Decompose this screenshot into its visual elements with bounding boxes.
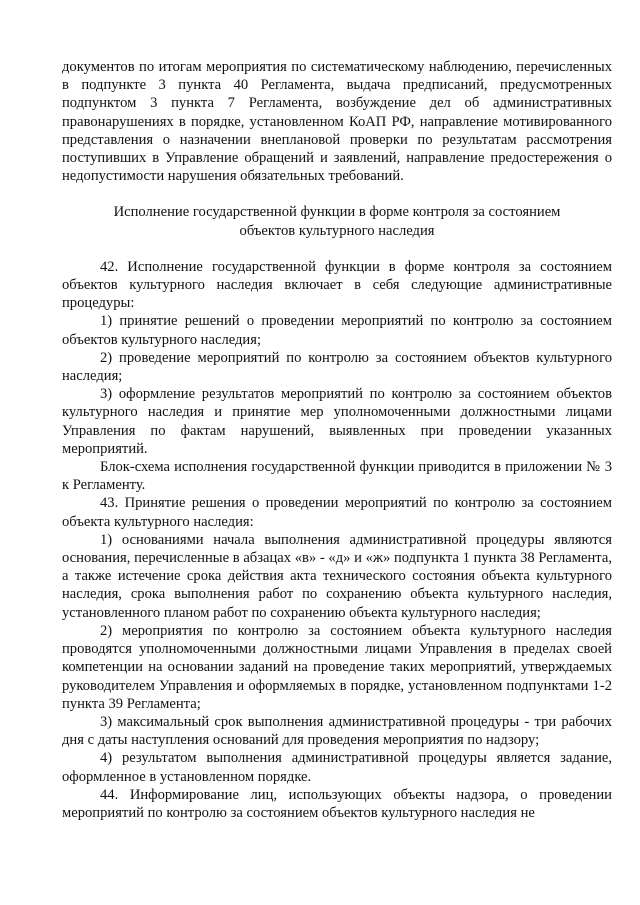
paragraph-42-item-1: 1) принятие решений о проведении мероприятий по контролю за состоянием объектов культурного наследия; — [62, 313, 612, 348]
section-heading: Исполнение государственной функции в форме контроля за состоянием объектов культурного наследия — [113, 204, 561, 239]
paragraph-42-item-3: 3) оформление результатов мероприятий по контролю за состоянием объектов культурного наследия и принятие мер уполномоченными должностными лицами Управления по фактам нарушений, выявленных при проведении указанных мероприятий. — [62, 386, 612, 457]
paragraph-43-item-4: 4) результатом выполнения административной процедуры является задание, оформленное в установленном порядке. — [62, 750, 612, 785]
paragraph-42: 42. Исполнение государственной функции в форме контроля за состоянием объектов культурного наследия включает в себя следующие административные процедуры: — [62, 258, 612, 312]
document-page — [62, 58, 612, 822]
paragraph-42-item-2: 2) проведение мероприятий по контролю за состоянием объектов культурного наследия; — [62, 349, 612, 385]
paragraph-flowchart-note: Блок-схема исполнения государственной функции приводится в приложении № 3 к Регламенту. — [62, 459, 612, 494]
paragraph-43: 43. Принятие решения о проведении мероприятий по контролю за состоянием объекта культурного наследия: — [62, 495, 612, 530]
paragraph-44: 44. Информирование лиц, использующих объекты надзора, о проведении мероприятий по контролю за состоянием объектов культурного наследия не — [62, 786, 612, 821]
paragraph-43-item-1: 1) основаниями начала выполнения административной процедуры являются основания, перечисленные в абзацах «в» - «д» и «ж» подпункта 1 пункта 38 Регламента, а также истечение срока действия акта технического состояния объекта культурного наследия, срока выполнения работ по сохранению объекта культурного наследия, установленного планом работ по сохранению объекта культурного наследия; — [62, 531, 612, 621]
paragraph-43-item-3: 3) максимальный срок выполнения административной процедуры - три рабочих дня с даты наступления оснований для проведения мероприятия по надзору; — [62, 713, 612, 749]
paragraph-43-item-2: 2) мероприятия по контролю за состоянием объекта культурного наследия проводятся уполномоченными должностными лицами Управления в пределах своей компетенции на основании заданий на проведение таких мероприятий, утверждаемых руководителем Управления и оформляемых в порядке, установленном подпунктами 1-2 пункта 39 Регламента; — [62, 622, 612, 712]
intro-paragraph: документов по итогам мероприятия по систематическому наблюдению, перечисленных в подпункте 3 пункта 40 Регламента, выдача предписаний, предусмотренных подпунктом 3 пункта 7 Регламента, возбуждение дел об административных правонарушениях в порядке, установленном КоАП РФ, направление мотивированного представления о назначении внеплановой проверки по результатам рассмотрения поступивших в Управление обращений и заявлений, направление предостережения о недопустимости нарушения обязательных требований. — [62, 59, 612, 185]
